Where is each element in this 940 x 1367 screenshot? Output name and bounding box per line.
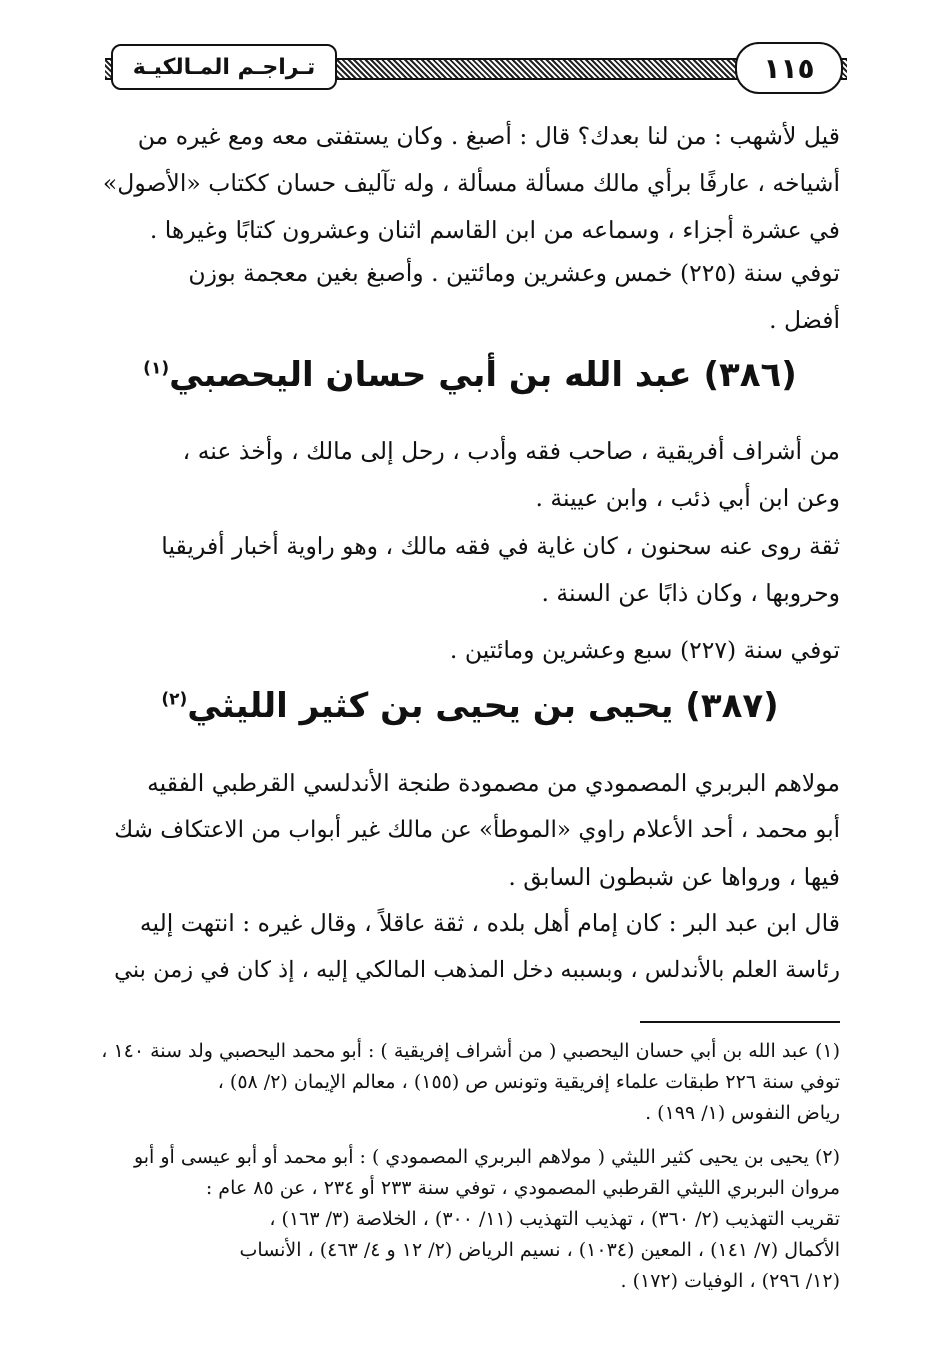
footnote-line: توفي سنة ٢٢٦ طبقات علماء إفريقية وتونس ص (١٥٥) ، معالم الإيمان (٢/ ٥٨) ، [217, 1071, 840, 1093]
footnote-line: الأكمال (٧/ ١٤١) ، المعين (١٠٣٤) ، نسيم الرياض (٢/ ١٢ و ٤/ ٤٦٣) ، الأنساب [239, 1239, 840, 1261]
text-line: قيل لأشهب : من لنا بعدك؟ قال : أصبغ . وكان يستفتى معه ومع غيره من [137, 122, 840, 150]
page-number: ١١٥ [735, 42, 843, 94]
running-header [105, 40, 847, 98]
text-line: توفي سنة (٢٢٥) خمس وعشرين ومائتين . وأصبغ بغين معجمة بوزن [188, 259, 840, 287]
text-line: توفي سنة (٢٢٧) سبع وعشرين ومائتين . [449, 636, 840, 664]
entry-387-paragraph-2 [100, 900, 840, 994]
footnote-line: (١٢/ ٢٩٦) ، الوفيات (١٧٢) . [620, 1270, 840, 1292]
entry-386-paragraph-1 [100, 428, 840, 522]
heading-text: (٣٨٦) عبد الله بن أبي حسان اليحصبي [169, 355, 797, 395]
footnote-ref: (١) [143, 358, 170, 379]
text-line: مولاهم البربري المصمودي من مصمودة طنجة الأندلسي القرطبي الفقيه [147, 769, 840, 797]
text-line: أشياخه ، عارفًا برأي مالك مسألة مسألة ، وله تآليف حسان ككتاب «الأصول» [102, 169, 840, 197]
entry-386-paragraph-2 [100, 523, 840, 617]
entry-385-paragraph-2 [100, 250, 840, 344]
footnote-line: (١) عبد الله بن أبي حسان اليحصبي ( من أشراف إفريقية ) : أبو محمد اليحصبي ولد سنة ١٤٠ ، [101, 1040, 840, 1062]
heading-text: (٣٨٧) يحيى بن يحيى بن كثير الليثي [187, 686, 779, 726]
entry-386-paragraph-3 [100, 627, 840, 674]
footnote-separator [640, 1021, 840, 1023]
text-line: وحروبها ، وكان ذابًا عن السنة . [541, 579, 840, 607]
text-line: قال ابن عبد البر : كان إمام أهل بلده ، ثقة عاقلاً ، وقال غيره : انتهت إليه [139, 909, 840, 937]
text-line: من أشراف أفريقية ، صاحب فقه وأدب ، رحل إلى مالك ، وأخذ عنه ، [182, 437, 840, 465]
footnote-2 [100, 1142, 840, 1297]
footnote-line: مروان البربري الليثي القرطبي المصمودي ، توفي سنة ٢٣٣ أو ٢٣٤ ، عن ٨٥ عام : [205, 1177, 840, 1199]
text-line: ثقة روى عنه سحنون ، كان غاية في فقه مالك ، وهو راوية أخبار أفريقيا [161, 532, 840, 560]
entry-385-paragraph-1 [100, 113, 840, 254]
entry-387-heading [100, 686, 840, 726]
entry-387-paragraph-1 [100, 760, 840, 901]
footnote-line: تقريب التهذيب (٢/ ٣٦٠) ، تهذيب التهذيب (١١/ ٣٠٠) ، الخلاصة (٣/ ١٦٣) ، [269, 1208, 840, 1230]
footnote-line: (٢) يحيى بن يحيى كثير الليثي ( مولاهم البربري المصمودي ) : أبو محمد أو أبو عيسى أو أبو [133, 1146, 840, 1168]
footnote-1 [100, 1036, 840, 1129]
text-line: فيها ، ورواها عن شبطون السابق . [508, 863, 840, 891]
text-line: في عشرة أجزاء ، وسماعه من ابن القاسم اثنان وعشرون كتابًا وغيرها . [149, 216, 840, 244]
text-line: أبو محمد ، أحد الأعلام راوي «الموطأ» عن مالك غير أبواب من الاعتكاف شك [114, 817, 840, 843]
footnote-ref: (٢) [161, 689, 188, 710]
running-title: تـراجـم المـالكيـة [111, 44, 337, 90]
text-line: وعن ابن أبي ذئب ، وابن عيينة . [535, 484, 840, 512]
footnote-line: رياض النفوس (١/ ١٩٩) . [645, 1102, 840, 1124]
text-line: رئاسة العلم بالأندلس ، وبسببه دخل المذهب المالكي إليه ، إذ كان في زمن بني [114, 957, 840, 983]
entry-386-heading [100, 355, 840, 395]
text-line: أفضل . [769, 306, 840, 334]
